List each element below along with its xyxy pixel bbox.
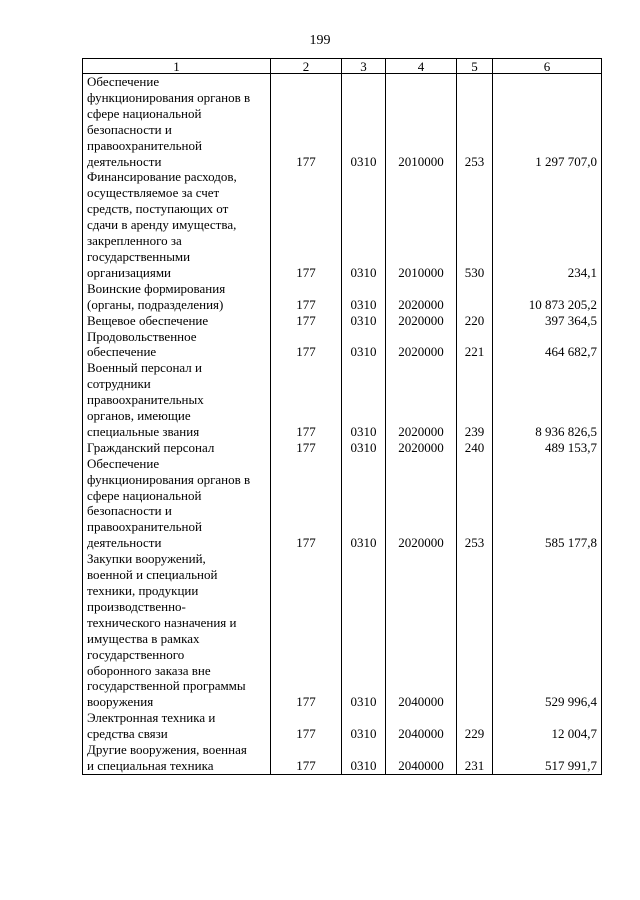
row-code-2: 177	[271, 169, 342, 280]
page-number: 199	[309, 33, 331, 48]
table-row	[83, 440, 602, 456]
row-name: Военный персонал и сотрудники правоохранительных органов, имеющие специальные звания	[83, 360, 271, 440]
row-target-article: 2020000	[386, 281, 457, 313]
row-expense-type: 240	[457, 440, 493, 456]
row-code-2: 177	[271, 456, 342, 551]
row-target-article: 2020000	[386, 329, 457, 361]
row-expense-type	[457, 551, 493, 710]
row-name: Другие вооружения, военная и специальная техника	[83, 742, 271, 774]
row-expense-type: 530	[457, 169, 493, 280]
row-section: 0310	[342, 742, 386, 774]
row-expense-type: 231	[457, 742, 493, 774]
row-target-article: 2020000	[386, 360, 457, 440]
row-code-2: 177	[271, 74, 342, 170]
row-expense-type: 220	[457, 313, 493, 329]
table-row	[83, 169, 602, 280]
row-code-2: 177	[271, 551, 342, 710]
row-name: Воинские формирования (органы, подразделения)	[83, 281, 271, 313]
row-target-article: 2010000	[386, 169, 457, 280]
row-code-2: 177	[271, 281, 342, 313]
row-target-article: 2010000	[386, 74, 457, 170]
table-row	[83, 329, 602, 361]
row-code-2: 177	[271, 710, 342, 742]
column-header: 1	[83, 59, 271, 74]
table-row	[83, 742, 602, 774]
row-amount: 585 177,8	[493, 456, 602, 551]
table-row	[83, 313, 602, 329]
row-expense-type: 221	[457, 329, 493, 361]
budget-table	[82, 58, 602, 775]
row-section: 0310	[342, 551, 386, 710]
column-header: 6	[493, 59, 602, 74]
row-amount: 489 153,7	[493, 440, 602, 456]
row-name: Обеспечение функционирования органов в сфере национальной безопасности и правоохранительной деятельности	[83, 456, 271, 551]
header-row	[83, 59, 602, 74]
row-section: 0310	[342, 329, 386, 361]
row-amount: 529 996,4	[493, 551, 602, 710]
row-section: 0310	[342, 313, 386, 329]
table-row	[83, 456, 602, 551]
row-name: Гражданский персонал	[83, 440, 271, 456]
column-header: 2	[271, 59, 342, 74]
row-amount: 10 873 205,2	[493, 281, 602, 313]
row-code-2: 177	[271, 360, 342, 440]
row-section: 0310	[342, 169, 386, 280]
row-expense-type: 229	[457, 710, 493, 742]
table-row	[83, 710, 602, 742]
row-amount: 464 682,7	[493, 329, 602, 361]
row-expense-type: 253	[457, 74, 493, 170]
row-section: 0310	[342, 360, 386, 440]
table-row	[83, 551, 602, 710]
row-amount: 234,1	[493, 169, 602, 280]
row-amount: 1 297 707,0	[493, 74, 602, 170]
row-name: Продовольственное обеспечение	[83, 329, 271, 361]
row-section: 0310	[342, 456, 386, 551]
row-expense-type: 239	[457, 360, 493, 440]
column-header: 3	[342, 59, 386, 74]
row-amount: 397 364,5	[493, 313, 602, 329]
row-target-article: 2040000	[386, 742, 457, 774]
row-amount: 517 991,7	[493, 742, 602, 774]
row-expense-type: 253	[457, 456, 493, 551]
table-row	[83, 360, 602, 440]
table-row	[83, 281, 602, 313]
row-code-2: 177	[271, 440, 342, 456]
row-section: 0310	[342, 281, 386, 313]
row-target-article: 2040000	[386, 551, 457, 710]
row-name: Финансирование расходов, осуществляемое за счет средств, поступающих от сдачи в аренду имущества, закрепленного за государственными организациями	[83, 169, 271, 280]
row-name: Вещевое обеспечение	[83, 313, 271, 329]
row-code-2: 177	[271, 313, 342, 329]
row-name: Электронная техника и средства связи	[83, 710, 271, 742]
row-code-2: 177	[271, 742, 342, 774]
row-target-article: 2040000	[386, 710, 457, 742]
row-section: 0310	[342, 74, 386, 170]
row-name: Закупки вооружений, военной и специальной техники, продукции производственно- технического назначения и имущества в рамках государственного оборонного заказа вне государственной программы вооружения	[83, 551, 271, 710]
row-code-2: 177	[271, 329, 342, 361]
table-row	[83, 74, 602, 170]
row-amount: 8 936 826,5	[493, 360, 602, 440]
row-section: 0310	[342, 440, 386, 456]
column-header: 5	[457, 59, 493, 74]
row-target-article: 2020000	[386, 456, 457, 551]
row-target-article: 2020000	[386, 313, 457, 329]
row-name: Обеспечение функционирования органов в сфере национальной безопасности и правоохранительной деятельности	[83, 74, 271, 170]
row-amount: 12 004,7	[493, 710, 602, 742]
row-expense-type	[457, 281, 493, 313]
row-target-article: 2020000	[386, 440, 457, 456]
row-section: 0310	[342, 710, 386, 742]
column-header: 4	[386, 59, 457, 74]
